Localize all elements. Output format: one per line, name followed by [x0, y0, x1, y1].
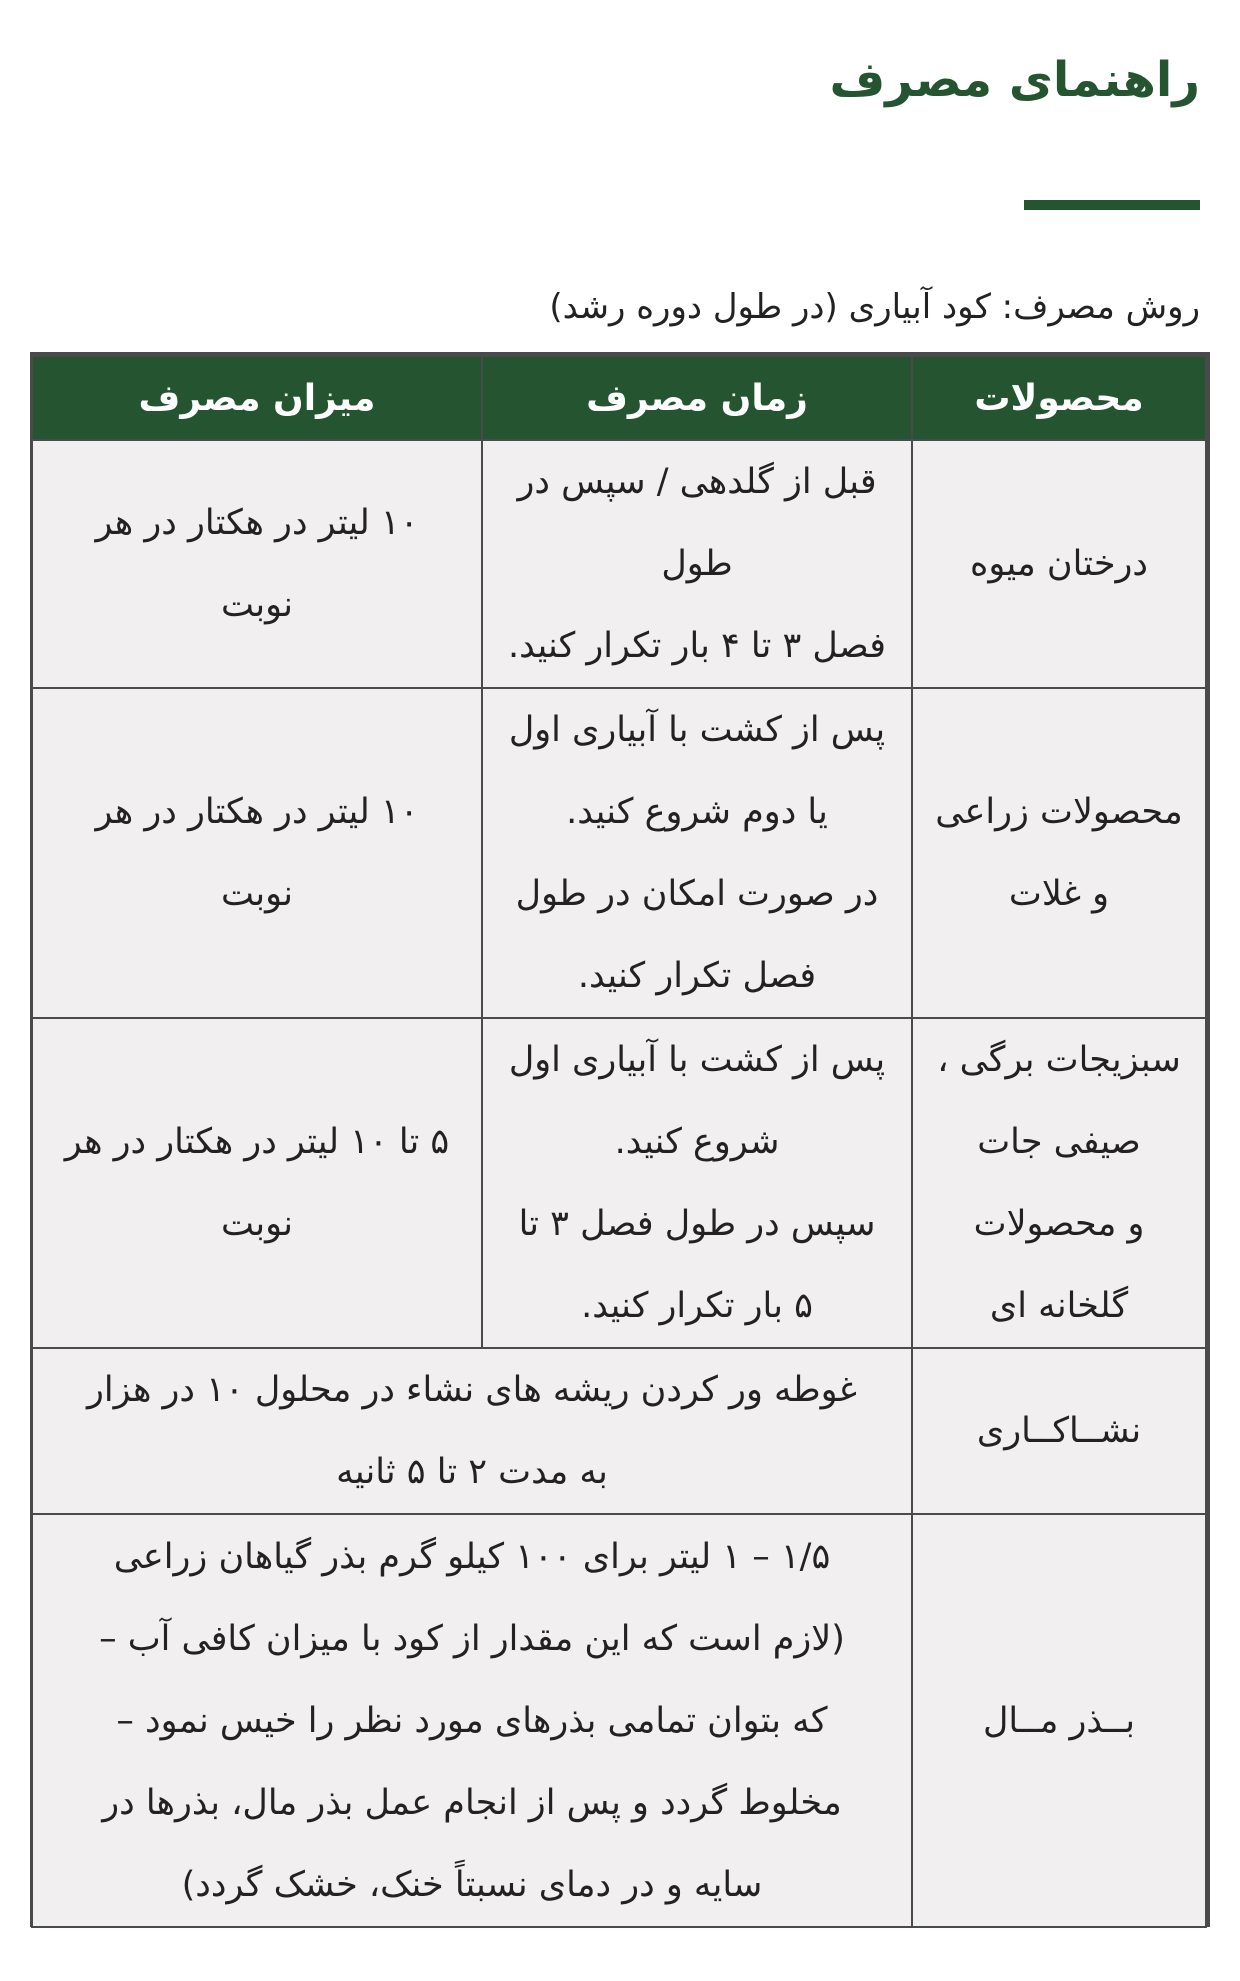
cell-line: در صورت امکان در طول	[515, 874, 879, 914]
product-cell	[912, 688, 1206, 1018]
cell-line: یا دوم شروع کنید.	[566, 792, 828, 832]
table-row	[32, 1514, 1206, 1927]
cell-line: ۵ بار تکرار کنید.	[581, 1286, 813, 1326]
table-row	[32, 688, 1206, 1018]
amount-cell	[32, 440, 482, 688]
usage-table	[31, 355, 1207, 1928]
cell-line: ۵ تا ۱۰ لیتر در هکتار در هر	[64, 1122, 450, 1162]
cell-line: نوبت	[221, 585, 293, 625]
time-cell	[482, 1018, 912, 1348]
cell-line: سبزیجات برگی ،	[937, 1040, 1181, 1080]
amount-cell	[32, 1018, 482, 1348]
page-title: راهنمای مصرف	[829, 52, 1200, 108]
cell-line: که بتوان تمامی بذرهای مورد نظر را خیس نمود –	[116, 1700, 828, 1741]
cell-line: محصولات زراعی	[935, 792, 1183, 832]
product-cell	[912, 1514, 1206, 1927]
cell-line: شروع کنید.	[614, 1122, 780, 1162]
cell-line: نوبت	[221, 874, 293, 914]
table-row	[32, 440, 1206, 688]
cell-line: طول	[661, 544, 733, 584]
cell-line: ۱/۵ – ۱ لیتر برای ۱۰۰ کیلو گرم بذر گیاهان زراعی	[113, 1536, 831, 1577]
merged-instruction-cell	[32, 1514, 912, 1927]
cell-line: سپس در طول فصل ۳ تا	[518, 1204, 876, 1244]
cell-line: و محصولات	[973, 1204, 1145, 1244]
cell-line: پس از کشت با آبیاری اول	[508, 1040, 886, 1080]
header-usage-amount: میزان مصرف	[32, 356, 482, 440]
cell-line: مخلوط گردد و پس از انجام عمل بذر مال، بذرها در	[102, 1782, 842, 1823]
merged-instruction-cell	[32, 1348, 912, 1514]
title-underline	[1024, 200, 1200, 210]
cell-line: بــذر مــال	[983, 1700, 1135, 1741]
cell-line: سایه و در دمای نسبتاً خنک، خشک گردد)	[181, 1864, 763, 1905]
cell-line: فصل ۳ تا ۴ بار تکرار کنید.	[508, 626, 886, 666]
cell-line: فصل تکرار کنید.	[577, 956, 817, 996]
time-cell	[482, 688, 912, 1018]
table-row	[32, 1348, 1206, 1514]
cell-line: قبل از گلدهی / سپس در	[517, 462, 877, 502]
product-cell	[912, 1018, 1206, 1348]
cell-line: درختان میوه	[970, 544, 1148, 584]
cell-line: ۱۰ لیتر در هکتار در هر	[95, 503, 419, 543]
cell-line: صیفی جات	[977, 1122, 1141, 1162]
header-usage-time: زمان مصرف	[482, 356, 912, 440]
cell-line: (لازم است که این مقدار از کود با میزان کافی آب –	[99, 1618, 845, 1659]
cell-line: پس از کشت با آبیاری اول	[508, 710, 886, 750]
table-header-row	[32, 356, 1206, 440]
time-cell	[482, 440, 912, 688]
cell-line: نشــاکــاری	[976, 1411, 1142, 1451]
cell-line: و غلات	[1008, 874, 1110, 914]
table-row	[32, 1018, 1206, 1348]
header-products: محصولات	[912, 356, 1206, 440]
cell-line: گلخانه ای	[989, 1286, 1129, 1326]
cell-line: ۱۰ لیتر در هکتار در هر	[95, 792, 419, 832]
usage-method-line: روش مصرف: کود آبیاری (در طول دوره رشد)	[549, 287, 1200, 327]
cell-line: غوطه ور کردن ریشه های نشاء در محلول ۱۰ در هزار	[87, 1370, 857, 1410]
amount-cell	[32, 688, 482, 1018]
cell-line: به مدت ۲ تا ۵ ثانیه	[336, 1452, 608, 1492]
product-cell	[912, 440, 1206, 688]
cell-line: نوبت	[221, 1204, 293, 1244]
usage-table-container	[30, 352, 1210, 1927]
product-cell	[912, 1348, 1206, 1514]
